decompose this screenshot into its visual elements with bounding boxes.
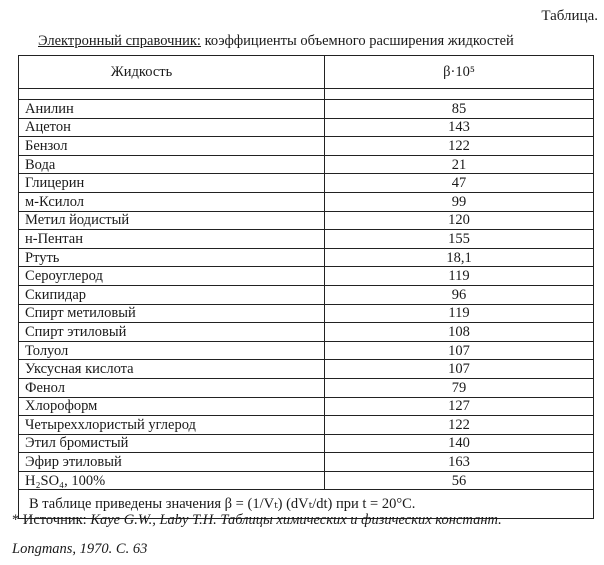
coefficient-value: 18,1 xyxy=(325,248,594,267)
liquid-name: Этил бромистый xyxy=(19,434,325,453)
table-label: Таблица. xyxy=(541,8,598,24)
liquid-name: Вода xyxy=(19,155,325,174)
table-title xyxy=(38,33,514,50)
liquid-name: Спирт этиловый xyxy=(19,323,325,342)
table-row xyxy=(19,341,594,360)
spacer-row xyxy=(19,89,594,100)
table-row xyxy=(19,378,594,397)
coefficient-value: 47 xyxy=(325,174,594,193)
coefficient-value: 85 xyxy=(325,100,594,119)
table-row xyxy=(19,323,594,342)
liquid-name: м-Ксилол xyxy=(19,192,325,211)
coefficient-value: 143 xyxy=(325,118,594,137)
liquid-name: Спирт метиловый xyxy=(19,304,325,323)
liquid-name: Метил йодистый xyxy=(19,211,325,230)
table-row xyxy=(19,397,594,416)
liquid-name: Четыреххлористый углерод xyxy=(19,416,325,435)
liquid-name: H₂SO₄, 100% xyxy=(19,471,325,490)
liquid-name: Глицерин xyxy=(19,174,325,193)
table-row xyxy=(19,360,594,379)
liquid-name: Скипидар xyxy=(19,285,325,304)
coefficient-value: 108 xyxy=(325,323,594,342)
footnote-source: Kaye G.W., Laby T.H. Таблицы химических и физических констант. xyxy=(90,512,502,528)
coefficient-value: 79 xyxy=(325,378,594,397)
liquid-name: н-Пентан xyxy=(19,230,325,249)
coefficient-value: 99 xyxy=(325,192,594,211)
table-row xyxy=(19,416,594,435)
coefficient-value: 107 xyxy=(325,341,594,360)
table-row xyxy=(19,100,594,119)
liquid-name: Толуол xyxy=(19,341,325,360)
liquid-name: Анилин xyxy=(19,100,325,119)
table-row xyxy=(19,267,594,286)
footnote-label: Источник: xyxy=(19,512,91,528)
table-row xyxy=(19,285,594,304)
coefficient-value: 155 xyxy=(325,230,594,249)
footnote-mark: * xyxy=(12,512,20,528)
liquid-name: Хлороформ xyxy=(19,397,325,416)
table-row xyxy=(19,192,594,211)
header-name: Жидкость xyxy=(19,56,325,89)
liquid-name: Ртуть xyxy=(19,248,325,267)
liquid-name: Уксусная кислота xyxy=(19,360,325,379)
expansion-coefficients-table xyxy=(18,55,594,519)
liquid-name: Ацетон xyxy=(19,118,325,137)
table-row xyxy=(19,304,594,323)
liquid-name: Фенол xyxy=(19,378,325,397)
title-rest: коэффициенты объемного расширения жидкостей xyxy=(200,33,514,49)
coefficient-value: 127 xyxy=(325,397,594,416)
table-row xyxy=(19,155,594,174)
coefficient-value: 120 xyxy=(325,211,594,230)
table-row xyxy=(19,248,594,267)
formula-note: В таблице приведены значения β = (1/Vₜ) (dVₜ/dt) при t = 20°C. xyxy=(19,490,594,519)
footnote-publisher: Longmans, 1970. С. 63 xyxy=(12,541,148,557)
title-underlined: Электронный справочник: xyxy=(38,33,201,49)
table-row xyxy=(19,174,594,193)
coefficient-value: 122 xyxy=(325,137,594,156)
liquid-name: Бензол xyxy=(19,137,325,156)
table-row xyxy=(19,434,594,453)
table-row xyxy=(19,137,594,156)
table-row xyxy=(19,471,594,490)
header-row xyxy=(19,56,594,89)
coefficient-value: 96 xyxy=(325,285,594,304)
source-footnote xyxy=(12,512,502,529)
coefficient-value: 163 xyxy=(325,453,594,472)
table-row xyxy=(19,118,594,137)
coefficient-value: 140 xyxy=(325,434,594,453)
liquid-name: Эфир этиловый xyxy=(19,453,325,472)
coefficient-value: 56 xyxy=(325,471,594,490)
coefficient-value: 21 xyxy=(325,155,594,174)
coefficient-value: 107 xyxy=(325,360,594,379)
coefficient-value: 122 xyxy=(325,416,594,435)
header-value: β·10⁵ xyxy=(325,56,594,89)
coefficient-value: 119 xyxy=(325,304,594,323)
table-row xyxy=(19,453,594,472)
table-row xyxy=(19,211,594,230)
coefficient-value: 119 xyxy=(325,267,594,286)
table-row xyxy=(19,230,594,249)
liquid-name: Сероуглерод xyxy=(19,267,325,286)
